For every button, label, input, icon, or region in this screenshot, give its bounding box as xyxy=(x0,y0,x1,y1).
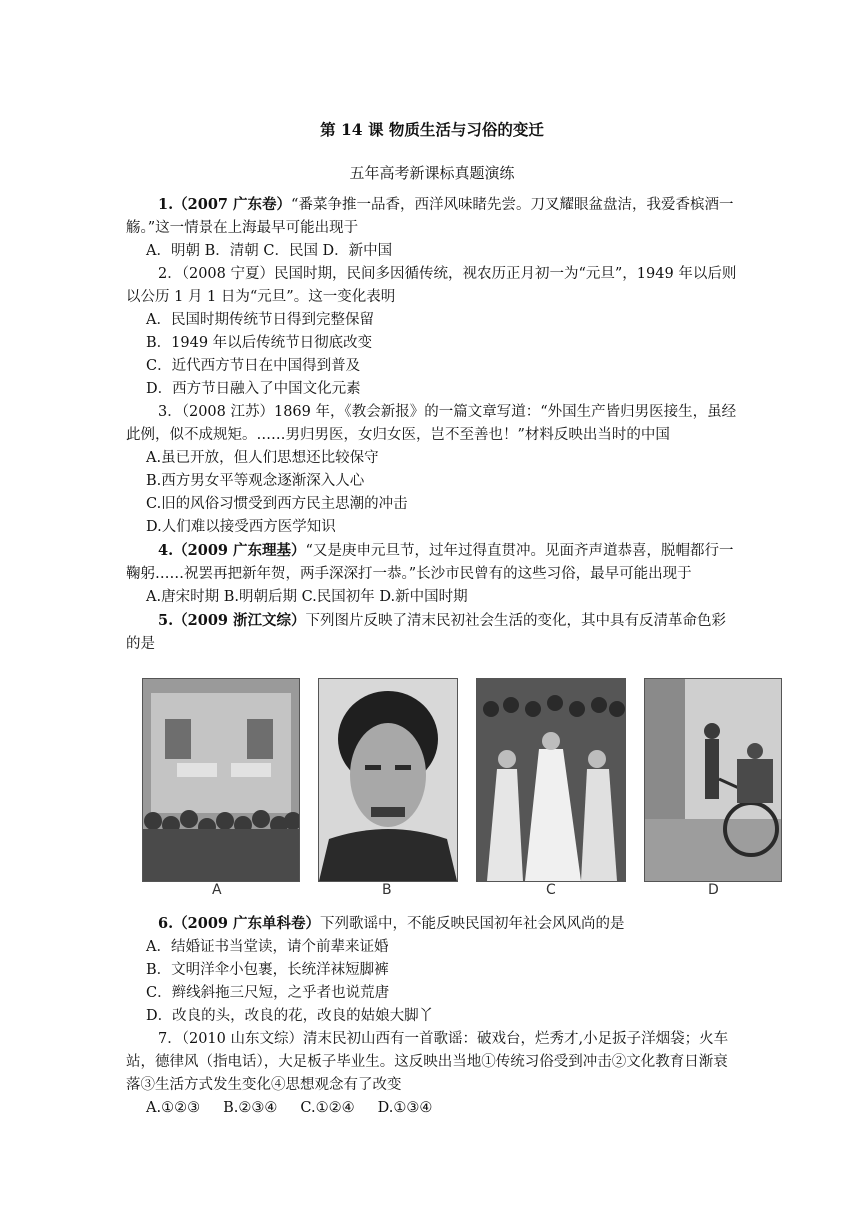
q1-stem: “番菜争推一品香，西洋风味睹先尝。刀叉耀眼盆盘洁，我爱香槟酒一觞。”这一情景在上海最早可能出现于 xyxy=(126,197,734,236)
q1-source: （2007 广东卷） xyxy=(173,196,292,213)
q6-source: （2009 广东单科卷） xyxy=(173,915,321,932)
photo-b-label: B xyxy=(382,882,392,898)
photo-a-label: A xyxy=(212,882,222,898)
question-2: 2．（2008 宁夏）民国时期，民间多因循传统，视农历正月初一为“元旦”，1949 年以后则以公历 1 月 1 日为“元旦”。这一变化表明 xyxy=(126,266,737,305)
question-1 xyxy=(126,193,738,240)
q6-option-c: C．辫线斜拖三尺短，之乎者也说荒唐 xyxy=(146,985,390,1001)
q2-option-c: C．近代西方节日在中国得到普及 xyxy=(146,358,361,374)
q5-number: 5. xyxy=(158,612,174,629)
q3-option-a: A.虽已开放，但人们思想还比较保守 xyxy=(146,450,379,466)
question-7: 7．（2010 山东文综）清末民初山西有一首歌谣：破戏台，烂秀才,小足扳子洋烟袋；火车站，德律风（指电话），大足板子毕业生。这反映出当地①传统习俗受到冲击②文化教育日渐衰落③生活方式发生变化④思想观念有了改变 xyxy=(126,1031,729,1093)
q5-stem: 下列图片反映了清末民初社会生活的变化，其中具有反清革命色彩的是 xyxy=(126,613,727,652)
q6-option-a: A．结婚证书当堂读，请个前辈来证婚 xyxy=(146,939,389,955)
question-5 xyxy=(126,609,738,656)
photo-c-wedding-group xyxy=(476,678,626,882)
q4-stem: “又是庚申元旦节，过年过得直贯冲。见面齐声道恭喜，脱帽都行一鞠躬……祝罢再把新年贺，两手深深打一恭。”长沙市民曾有的这些习俗，最早可能出现于 xyxy=(126,543,734,582)
photo-d-label: D xyxy=(708,882,719,898)
photo-d-rickshaw xyxy=(644,678,782,882)
lesson-title: 第 14 课 物质生活与习俗的变迁 xyxy=(320,120,544,139)
q6-stem: 下列歌谣中，不能反映民国初年社会风风尚的是 xyxy=(320,916,625,932)
q3-option-b: B.西方男女平等观念逐渐深入人心 xyxy=(146,473,365,489)
q2-option-b: B．1949 年以后传统节日彻底改变 xyxy=(146,335,373,351)
q5-source: （2009 浙江文综） xyxy=(173,612,306,629)
question-6 xyxy=(126,912,738,936)
q5-photo-strip xyxy=(142,678,782,910)
q6-number: 6. xyxy=(158,915,174,932)
photo-b-portrait xyxy=(318,678,458,882)
question-3: 3．（2008 江苏）1869 年，《教会新报》的一篇文章写道：“外国生产皆归男医接生，虽经此例，似不成规矩。……男归男医，女归女医，岂不至善也！”材料反映出当时的中国 xyxy=(126,404,737,443)
q3-option-d: D.人们难以接受西方医学知识 xyxy=(146,519,336,535)
q4-options: A.唐宋时期 B.明朝后期 C.民国初年 D.新中国时期 xyxy=(146,589,468,605)
q2-option-a: A．民国时期传统节日得到完整保留 xyxy=(146,312,374,328)
photo-c-label: C xyxy=(546,882,556,898)
q2-option-d: D．西方节日融入了中国文化元素 xyxy=(146,381,361,397)
q1-number: 1. xyxy=(158,196,174,213)
q6-option-b: B．文明洋伞小包裹，长统洋袜短脚裤 xyxy=(146,962,389,978)
q4-number: 4. xyxy=(158,542,174,559)
question-4 xyxy=(126,539,738,586)
lower-content xyxy=(126,912,738,1120)
upper-content xyxy=(126,118,738,656)
photo-a-crowd-building xyxy=(142,678,300,882)
q3-option-c: C.旧的风俗习惯受到西方民主思潮的冲击 xyxy=(146,496,408,512)
q1-options: A．明朝 B．清朝 C．民国 D．新中国 xyxy=(146,243,393,259)
section-subtitle: 五年高考新课标真题演练 xyxy=(349,164,515,182)
q6-option-d: D．改良的头，改良的花，改良的姑娘大脚丫 xyxy=(146,1008,434,1024)
q7-options: A.①②③ B.②③④ C.①②④ D.①③④ xyxy=(146,1100,433,1116)
q4-source: （2009 广东理基） xyxy=(173,542,306,559)
